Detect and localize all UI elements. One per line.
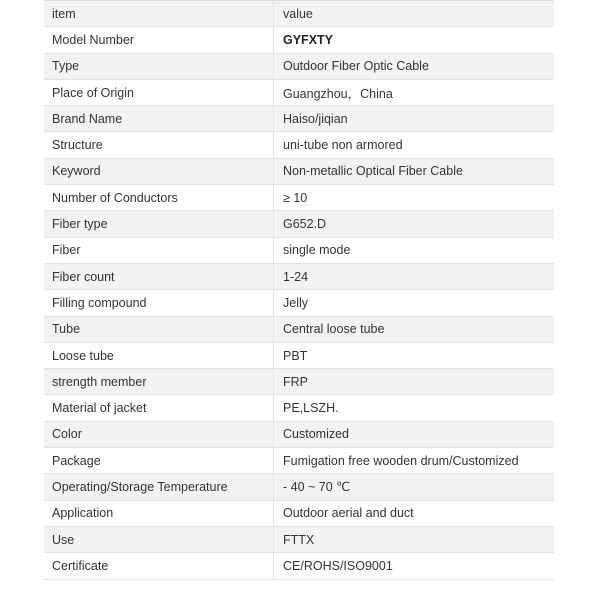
row-key-cell: Place of Origin — [44, 80, 274, 105]
row-value-cell: Central loose tube — [283, 322, 385, 337]
row-value-cell: PE,LSZH. — [283, 401, 339, 416]
table-row — [44, 422, 554, 448]
table-row — [44, 106, 554, 132]
row-key-cell: Type — [44, 54, 274, 79]
row-value-cell: Outdoor aerial and duct — [283, 506, 414, 521]
table-header-row — [44, 1, 554, 27]
row-key-cell: Use — [44, 527, 274, 552]
table-row — [44, 527, 554, 553]
header-item-cell: item — [44, 1, 274, 26]
row-key-cell: Fiber — [44, 238, 274, 263]
row-value-cell: G652.D — [283, 217, 327, 232]
row-value-cell: Outdoor Fiber Optic Cable — [283, 59, 429, 74]
table-row — [44, 238, 554, 264]
row-value-cell: 1-24 — [283, 269, 309, 284]
row-key-cell: Keyword — [44, 159, 274, 184]
row-key-cell: strength member — [44, 369, 274, 394]
row-key-cell: Material of jacket — [44, 395, 274, 420]
header-value-cell: value — [283, 6, 313, 21]
row-value-cell: Non-metallic Optical Fiber Cable — [283, 164, 463, 179]
table-row — [44, 553, 554, 579]
row-value-cell: GYFXTY — [283, 32, 334, 47]
table-row — [44, 80, 554, 106]
table-row — [44, 369, 554, 395]
row-value-cell: Haiso/jiqian — [283, 111, 348, 126]
row-value-cell: Jelly — [283, 295, 309, 310]
row-value-cell: Fumigation free wooden drum/Customized — [283, 453, 519, 468]
row-key-cell: Operating/Storage Temperature — [44, 474, 274, 499]
table-row — [44, 317, 554, 343]
row-key-cell: Fiber type — [44, 211, 274, 236]
table-row — [44, 27, 554, 53]
table-row — [44, 211, 554, 237]
row-value-cell: Guangzhou，China — [283, 86, 393, 101]
table-row — [44, 54, 554, 80]
table-row — [44, 264, 554, 290]
row-key-cell: Loose tube — [44, 343, 274, 368]
row-key-cell: Application — [44, 501, 274, 526]
row-key-cell: Color — [44, 422, 274, 447]
row-value-cell: PBT — [283, 348, 308, 363]
row-key-cell: Tube — [44, 317, 274, 342]
table-row — [44, 474, 554, 500]
row-key-cell: Number of Conductors — [44, 185, 274, 210]
row-key-cell: Filling compound — [44, 290, 274, 315]
row-value-cell: single mode — [283, 243, 351, 258]
table-row — [44, 448, 554, 474]
table-row — [44, 290, 554, 316]
table-row — [44, 501, 554, 527]
row-value-cell: FRP — [283, 374, 308, 389]
table-row — [44, 159, 554, 185]
row-value-cell: uni-tube non armored — [283, 138, 403, 153]
row-value-cell: ≥ 10 — [283, 190, 308, 205]
row-key-cell: Structure — [44, 132, 274, 157]
table-row — [44, 395, 554, 421]
row-value-cell: - 40 ~ 70 ℃ — [283, 480, 351, 495]
table-row — [44, 343, 554, 369]
row-key-cell: Model Number — [44, 27, 274, 52]
row-value-cell: Customized — [283, 427, 349, 442]
row-value-cell: FTTX — [283, 532, 315, 547]
spec-table — [44, 0, 554, 580]
row-key-cell: Certificate — [44, 553, 274, 578]
row-key-cell: Package — [44, 448, 274, 473]
table-row — [44, 132, 554, 158]
row-key-cell: Fiber count — [44, 264, 274, 289]
table-body — [44, 27, 554, 579]
table-row — [44, 185, 554, 211]
row-value-cell: CE/ROHS/ISO9001 — [283, 558, 393, 573]
row-key-cell: Brand Name — [44, 106, 274, 131]
